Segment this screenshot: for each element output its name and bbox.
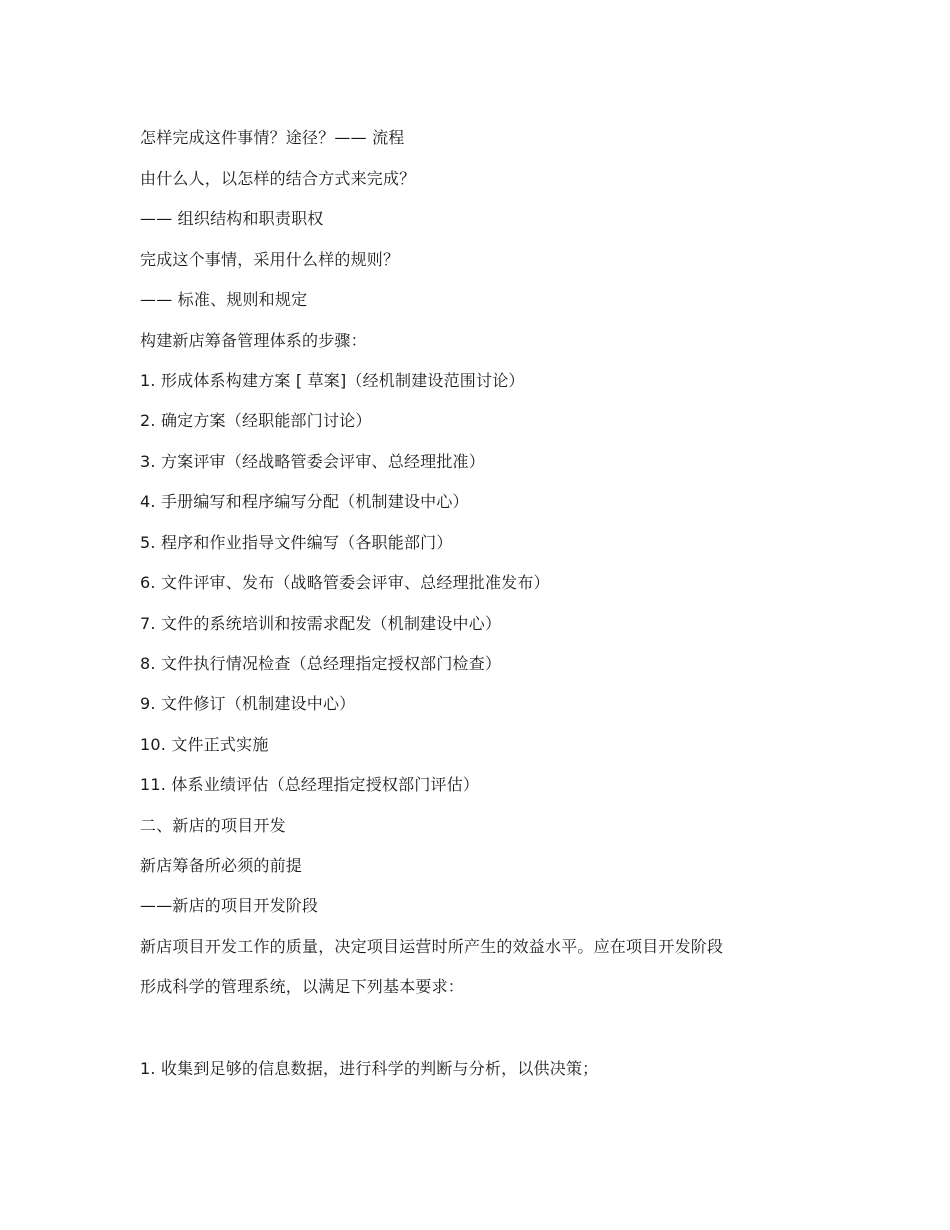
- section-heading: 二、新店的项目开发: [140, 816, 286, 835]
- list-item: 6. 文件评审、发布（战略管委会评审、总经理批准发布）: [140, 573, 550, 592]
- list-item: 5. 程序和作业指导文件编写（各职能部门）: [140, 533, 453, 552]
- list-item: 1. 收集到足够的信息数据，进行科学的判断与分析，以供决策；: [140, 1059, 599, 1078]
- list-item: 11. 体系业绩评估（总经理指定授权部门评估）: [140, 775, 480, 794]
- text-line: —— 标准、规则和规定: [140, 290, 308, 309]
- paragraph-line: 新店项目开发工作的质量，决定项目运营时所产生的效益水平。应在项目开发阶段: [140, 937, 724, 956]
- list-item: 2. 确定方案（经职能部门讨论）: [140, 411, 372, 430]
- text-line: —— 组织结构和职责职权: [140, 209, 324, 228]
- list-item: 4. 手册编写和程序编写分配（机制建设中心）: [140, 492, 469, 511]
- text-line: 由什么人，以怎样的结合方式来完成？: [140, 169, 416, 188]
- section-heading: 构建新店筹备管理体系的步骤：: [140, 331, 367, 350]
- list-item: 9. 文件修订（机制建设中心）: [140, 694, 356, 713]
- list-item: 7. 文件的系统培训和按需求配发（机制建设中心）: [140, 614, 502, 633]
- list-item: 8. 文件执行情况检查（总经理指定授权部门检查）: [140, 654, 502, 673]
- list-item: 1. 形成体系构建方案 [ 草案]（经机制建设范围讨论）: [140, 371, 525, 390]
- list-item: 10. 文件正式实施: [140, 735, 269, 754]
- text-line: ——新店的项目开发阶段: [140, 896, 319, 915]
- paragraph-line: 形成科学的管理系统，以满足下列基本要求：: [140, 977, 465, 996]
- list-item: 3. 方案评审（经战略管委会评审、总经理批准）: [140, 452, 485, 471]
- text-line: 新店筹备所必须的前提: [140, 856, 303, 875]
- text-line: 怎样完成这件事情？途径？—— 流程: [140, 128, 405, 147]
- text-line: 完成这个事情，采用什么样的规则？: [140, 250, 400, 269]
